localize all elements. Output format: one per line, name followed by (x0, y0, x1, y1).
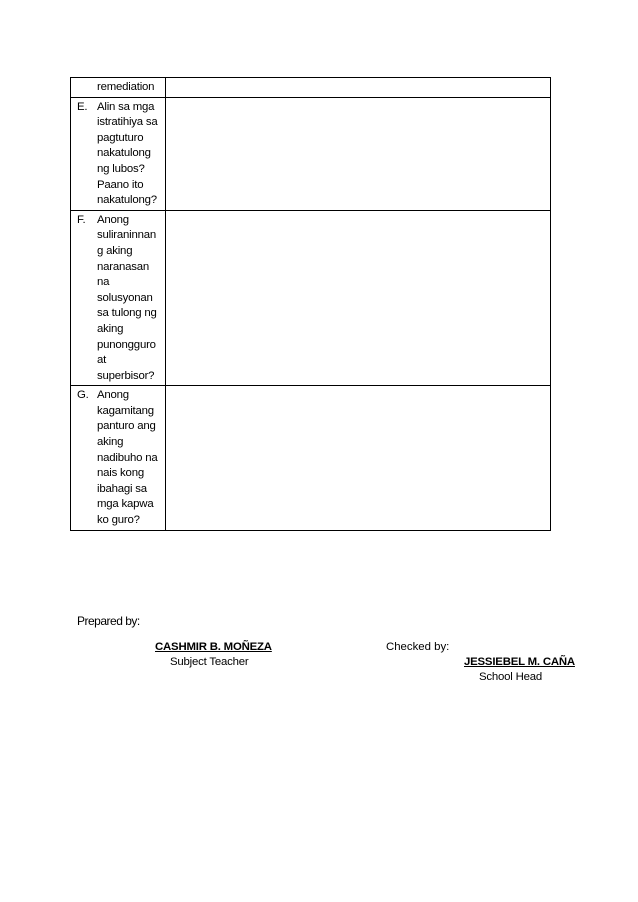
answer-cell[interactable] (166, 210, 551, 386)
question-text: Anong (97, 213, 129, 226)
prepared-by-label: Prepared by: (77, 614, 140, 628)
row-letter: E. (77, 100, 88, 113)
question-text: aking (97, 436, 124, 449)
question-text: solusyonan (97, 291, 153, 304)
question-text: punongguro (97, 338, 156, 351)
question-text: nadibuho na (97, 451, 158, 464)
question-cell (71, 78, 166, 98)
table-row (71, 78, 551, 98)
question-text: ng lubos? (97, 162, 145, 175)
checked-by-label: Checked by: (386, 641, 450, 653)
answer-cell[interactable] (166, 78, 551, 98)
question-cell (71, 210, 166, 386)
question-text: nakatulong (97, 147, 151, 160)
answer-cell[interactable] (166, 386, 551, 530)
teacher-name: CASHMIR B. MOÑEZA (155, 641, 272, 653)
question-text: Paano ito (97, 178, 144, 191)
question-text: Anong (97, 389, 129, 402)
school-head-role: School Head (479, 671, 543, 683)
answer-cell[interactable] (166, 97, 551, 210)
school-head-name: JESSIEBEL M. CAÑA (464, 656, 575, 668)
question-text: istratihiya sa (97, 116, 158, 129)
question-text: nakatulong? (97, 194, 157, 207)
question-text: superbisor? (97, 369, 155, 382)
table-row (71, 97, 551, 210)
question-text: kagamitang (97, 404, 154, 417)
question-text: at (97, 354, 107, 367)
question-text: panturo ang (97, 420, 156, 433)
row-letter: G. (77, 389, 89, 402)
row-letter: F. (77, 213, 86, 226)
question-text: nais kong (97, 467, 144, 480)
question-cell (71, 97, 166, 210)
question-text: na (97, 276, 110, 289)
question-text: suliraninnan (97, 229, 157, 242)
question-text: ko guro? (97, 514, 140, 527)
question-text: aking (97, 322, 124, 335)
question-cell (71, 386, 166, 530)
question-text: sa tulong ng (97, 307, 157, 320)
question-text: Alin sa mga (97, 100, 155, 113)
question-text: pagtuturo (97, 131, 144, 144)
table-row (71, 210, 551, 386)
question-text: remediation (97, 81, 155, 93)
table-row (71, 386, 551, 530)
question-text: naranasan (97, 260, 150, 273)
question-text: g aking (97, 244, 133, 257)
reflection-table (70, 77, 551, 531)
teacher-role: Subject Teacher (170, 656, 249, 668)
question-text: ibahagi sa (97, 482, 147, 495)
question-text: mga kapwa (97, 498, 154, 511)
